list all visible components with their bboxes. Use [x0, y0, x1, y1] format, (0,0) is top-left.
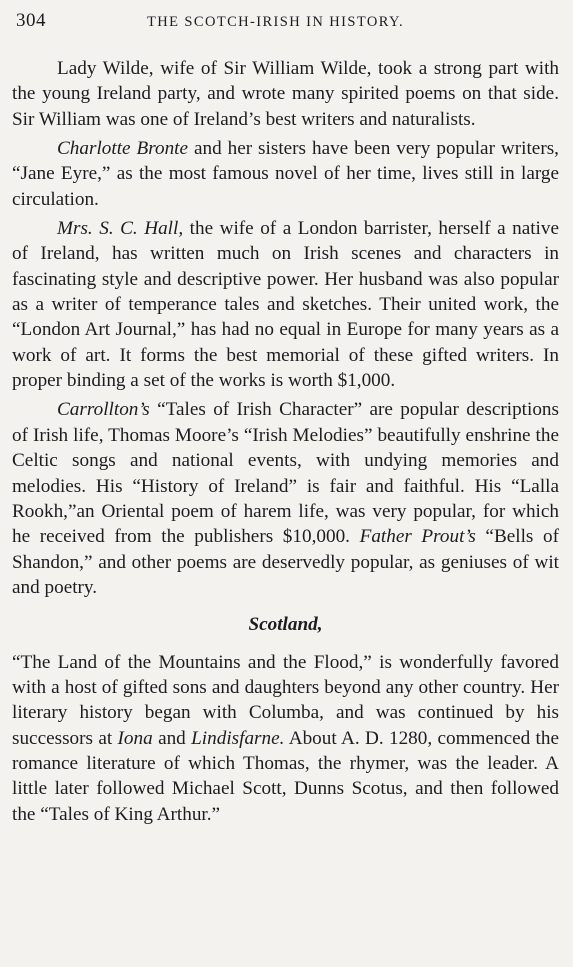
paragraph-charlotte-bronte — [12, 136, 559, 212]
italic-name: Mrs. S. C. Hall, — [57, 218, 184, 240]
italic-name: Carrollton’s — [57, 399, 150, 421]
paragraph-scotland — [12, 650, 559, 827]
paragraph-text: the wife of a London barrister, herself a native of Ireland, has written much on Irish scenes and characters in fascinating style and descriptive power. Her husband was also popular as a writer of temperance tales and sketches. Their united work, the “London Art Journal,” has had no equal in Europe for many years as a work of art. It forms the best memorial of these gifted writers. In proper binding a set of the works is worth $1,000. — [12, 218, 559, 392]
paragraph-text: “Bells of Shandon,” and other poems are deservedly popular, as geniuses of wit and poetry. — [12, 526, 559, 598]
running-head — [12, 10, 561, 34]
body-text — [12, 56, 559, 831]
paragraph-carrollton — [12, 397, 559, 600]
italic-place: Lindisfarne. — [191, 727, 285, 749]
paragraph-text: and — [152, 727, 192, 749]
italic-place: Iona — [117, 727, 153, 749]
paragraph-mrs-hall — [12, 216, 559, 393]
italic-name: Charlotte Bronte — [57, 138, 189, 160]
paragraph-text: “Tales of Irish Character” are popular descriptions of Irish life, Thomas Moore’s “Irish Melodies” beautifully enshrine the Celtic songs and national events, with undying memories and melodies. His “History of Ireland” is fair and faithful. His “Lalla Rookh,”an Oriental poem of harem life, was very popular, for which he received from the publishers $10,000. — [12, 399, 559, 548]
paragraph-text: About A. D. 1280, commenced the romance literature of which Thomas, the rhymer, was the leader. A little later followed Michael Scott, Dunns Scotus, and then followed the “Tales of King Arthur.” — [12, 727, 559, 825]
running-title: THE SCOTCH-IRISH IN HISTORY. — [147, 14, 404, 30]
italic-name: Father Prout’s — [359, 526, 476, 548]
page-number: 304 — [16, 10, 46, 31]
paragraph-text: and her sisters have been very popular writers, “Jane Eyre,” as the most famous novel of her time, lives still in large circulation. — [12, 138, 559, 210]
paragraph-lady-wilde — [12, 56, 559, 132]
section-heading: Scotland, — [248, 614, 323, 636]
paragraph-text: “The Land of the Mountains and the Flood,” is wonderfully favored with a host of gifted sons and daughters beyond any other country. Her literary history began with Columba, and was continued by his successors at — [12, 651, 559, 749]
paragraph-text: Lady Wilde, wife of Sir William Wilde, took a strong part with the young Ireland party, and wrote many spirited poems on that side. Sir William was one of Ireland’s best writers and naturalists. — [12, 58, 559, 130]
